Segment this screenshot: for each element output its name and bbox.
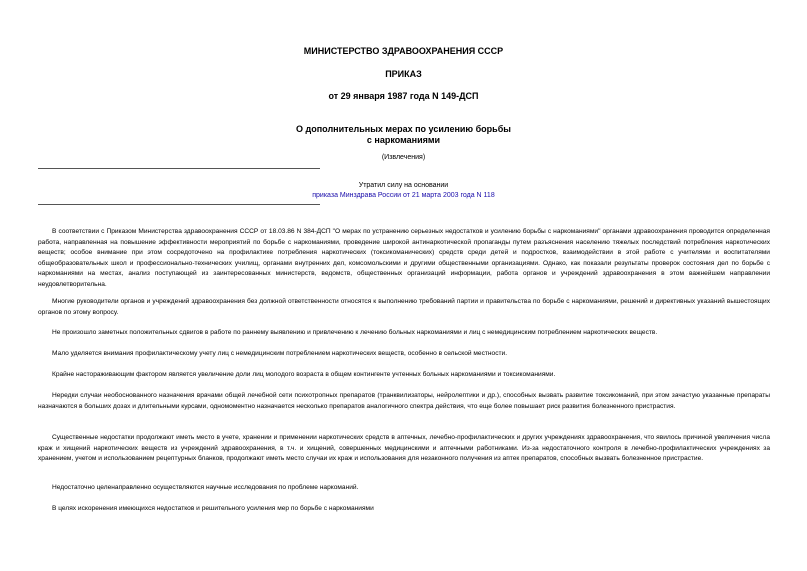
title-line-2: с наркоманиями: [366, 135, 441, 145]
body-paragraph: Недостаточно целенаправленно осуществляются научные исследования по проблеме наркоманий.: [52, 484, 359, 491]
body-paragraph: Мало уделяется внимания профилактическому учету лиц с немедицинским потреблением наркотических веществ, особенно в сельской местности.: [52, 350, 508, 357]
body-paragraph: Существенные недостатки продолжают иметь место в учете, хранении и применении наркотических средств в аптечных, лечебно-профилактических и других учреждениях здравоохранения, что явилось причиной увеличения числа краж и хищений наркотических веществ из учреждений здравоохранения, в т.ч. и хищений, совершенных медицинскими и аптечными работниками. Из-за недостаточного контроля в лечебно-профилактических учреждениях за хранением, учетом и использованием рецептурных бланков, продолжают иметь место случаи их краж и использования для незаконного получения из аптек препаратов, способных вызвать болезненное пристрастие.: [38, 434, 770, 462]
title-line-1: О дополнительных мерах по усилению борьбы: [296, 124, 511, 134]
body-paragraph: Не произошло заметных положительных сдвигов в работе по раннему выявлению и привлечению к лечению больных наркоманиями и лиц с немедицинским потреблением наркотических веществ.: [52, 329, 658, 336]
excerpt-note: (Извлечения): [381, 154, 426, 161]
date-number-heading: от 29 января 1987 года N 149-ДСП: [328, 91, 479, 101]
ministry-heading: МИНИСТЕРСТВО ЗДРАВООХРАНЕНИЯ СССР: [303, 46, 504, 56]
repeal-order-link[interactable]: приказа Минздрава России от 21 марта 2003 года N 118: [312, 192, 495, 199]
body-paragraph: В соответствии с Приказом Министерства здравоохранения СССР от 18.03.86 N 384-ДСП "О мерах по устранению серьезных недостатков и усилению борьбы с наркоманиями" органами здравоохранения проводится определенная работа, направленная на повышение эффективности мероприятий по борьбе с наркоманиями, проведение широкой антинаркотической пропаганды путем разъяснения населению тяжелых последствий потребления наркотических веществ; особое внимание при этом сосредоточено на профилактике потребления наркотических (токсикоманических) средств среди детей и подростков, взаимодействии в этой работе с учителями и воспитателями общеобразовательных школ и профессионально-технических училищ, органами внутренних дел, комсомольскими и другими общественными организациями. Однако, как показали результаты проверок состояния дел по борьбе с наркоманиями на местах, анализ поступающей из заинтересованных министерств, ведомств, общественных организаций информации, работа органов и учреждений здравоохранения в этом важнейшем направлении неудовлетворительна.: [38, 228, 770, 288]
body-paragraph: Нередки случаи необоснованного назначения врачами общей лечебной сети психотропных препаратов (транквилизаторы, нейролептики и др.), способных вызвать развитие токсикоманий, при этом зачастую указанные препараты назначаются в больших дозах и длительными курсами, одномоментно назначается несколько препаратов аналогичного спектра действия, что еще более повышает риск развития болезненного пристрастия.: [38, 392, 770, 410]
status-note-line: Утратил силу на основании: [358, 182, 449, 189]
body-paragraph: В целях искоренения имеющихся недостатков и решительного усиления мер по борьбе с наркоманиями: [52, 505, 374, 512]
bottom-divider: [38, 204, 320, 205]
doc-type-heading: ПРИКАЗ: [385, 69, 422, 79]
body-paragraph: Многие руководители органов и учреждений здравоохранения без должной ответственности относятся к выполнению требований партии и правительства по борьбе с наркоманиями, решений и директивных указаний вышестоящих органов по этому вопросу.: [38, 298, 770, 316]
top-divider: [38, 168, 320, 169]
body-paragraph: Крайне настораживающим фактором является увеличение доли лиц молодого возраста в общем контингенте учтенных больных наркоманиями и токсикоманиями.: [52, 371, 556, 378]
status-note-link-line: [0, 191, 807, 200]
